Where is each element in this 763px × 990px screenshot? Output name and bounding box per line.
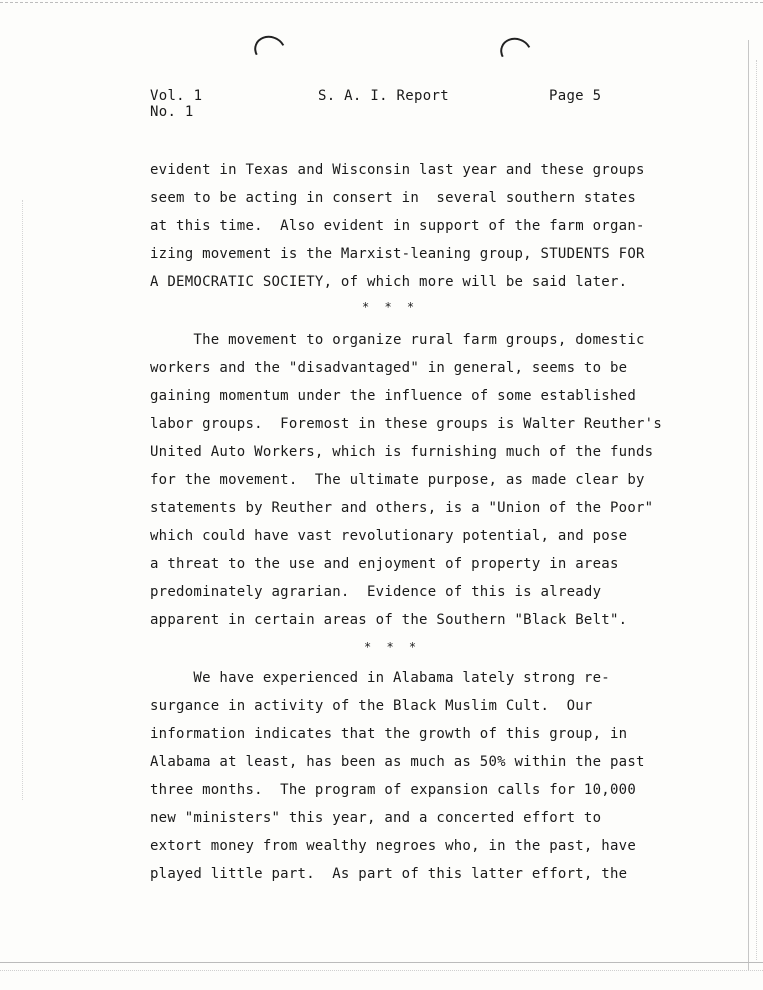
- text-line: new "ministers" this year, and a concerted effort to: [150, 810, 602, 826]
- text-line: evident in Texas and Wisconsin last year and these groups: [150, 162, 645, 178]
- text-line: statements by Reuther and others, is a "Union of the Poor": [150, 500, 654, 516]
- scan-edge-bottom-shadow: [0, 970, 763, 971]
- text-line: A DEMOCRATIC SOCIETY, of which more will be said later.: [150, 274, 628, 290]
- text-line: We have experienced in Alabama lately strong re-: [150, 670, 610, 686]
- text-line: a threat to the use and enjoyment of property in areas: [150, 556, 619, 572]
- text-line: predominately agrarian. Evidence of this is already: [150, 584, 602, 600]
- text-line: gaining momentum under the influence of some established: [150, 388, 637, 404]
- text-line: seem to be acting in consert in several southern states: [150, 190, 637, 206]
- scan-edge-right: [748, 40, 749, 970]
- page-number: Page 5: [549, 88, 602, 104]
- text-line: for the movement. The ultimate purpose, as made clear by: [150, 472, 645, 488]
- text-line: labor groups. Foremost in these groups is Walter Reuther's: [150, 416, 663, 432]
- text-line: surgance in activity of the Black Muslim Cult. Our: [150, 698, 593, 714]
- scan-edge-right-shadow: [756, 60, 757, 960]
- text-line: information indicates that the growth of this group, in: [150, 726, 628, 742]
- report-title: S. A. I. Report: [318, 88, 449, 104]
- text-line: Alabama at least, has been as much as 50% within the past: [150, 754, 645, 770]
- scan-edge-left: [22, 200, 23, 800]
- text-line: izing movement is the Marxist-leaning group, STUDENTS FOR: [150, 246, 645, 262]
- text-line: played little part. As part of this latter effort, the: [150, 866, 628, 882]
- text-line: which could have vast revolutionary potential, and pose: [150, 528, 628, 544]
- scan-edge-top: [0, 2, 763, 3]
- text-line: United Auto Workers, which is furnishing much of the funds: [150, 444, 654, 460]
- text-line: extort money from wealthy negroes who, in the past, have: [150, 838, 637, 854]
- text-line: at this time. Also evident in support of the farm organ-: [150, 218, 645, 234]
- punch-hole-left: [250, 31, 290, 68]
- text-line: apparent in certain areas of the Southern "Black Belt".: [150, 612, 628, 628]
- text-line: three months. The program of expansion calls for 10,000: [150, 782, 637, 798]
- text-line: The movement to organize rural farm groups, domestic: [150, 332, 645, 348]
- scan-edge-bottom: [0, 962, 763, 963]
- section-separator: * * *: [364, 640, 421, 654]
- volume-label: Vol. 1: [150, 88, 203, 104]
- section-separator: * * *: [362, 300, 419, 314]
- punch-hole-right: [496, 33, 536, 70]
- text-line: workers and the "disadvantaged" in general, seems to be: [150, 360, 628, 376]
- number-label: No. 1: [150, 104, 194, 120]
